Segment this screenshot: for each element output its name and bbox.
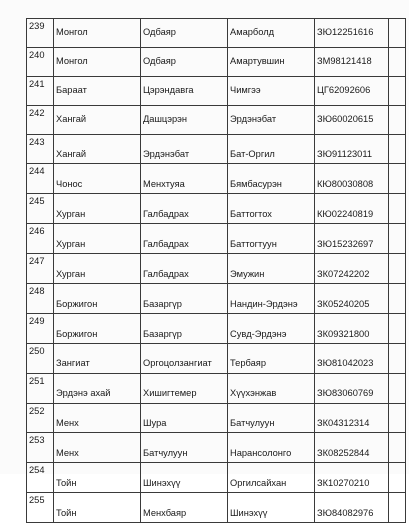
registry-table bbox=[26, 18, 406, 523]
empty-cell bbox=[389, 284, 406, 314]
row-number: 244 bbox=[27, 164, 54, 194]
table-row bbox=[27, 313, 406, 343]
row-number: 247 bbox=[27, 254, 54, 284]
given-name-cell: Батчулуун bbox=[228, 403, 315, 433]
given-name-cell: Чимгээ bbox=[228, 76, 315, 105]
table-row bbox=[27, 194, 406, 224]
row-number: 245 bbox=[27, 194, 54, 224]
row-number: 253 bbox=[27, 433, 54, 463]
row-number: 250 bbox=[27, 343, 54, 373]
table-row bbox=[27, 19, 406, 48]
clan-name-cell: Хангай bbox=[54, 134, 141, 164]
registration-number-cell: ЗЮ81042023 bbox=[315, 343, 389, 373]
parent-name-cell: Одбаяр bbox=[141, 47, 228, 76]
parent-name-cell: Менхбаяр bbox=[141, 493, 228, 523]
given-name-cell: Эрдэнэбат bbox=[228, 105, 315, 134]
given-name-cell: Бямбасурэн bbox=[228, 164, 315, 194]
parent-name-cell: Одбаяр bbox=[141, 19, 228, 48]
clan-name-cell: Боржигон bbox=[54, 313, 141, 343]
registration-number-cell: ЗЮ83060769 bbox=[315, 373, 389, 403]
row-number: 254 bbox=[27, 463, 54, 493]
parent-name-cell: Базаргүр bbox=[141, 313, 228, 343]
empty-cell bbox=[389, 47, 406, 76]
clan-name-cell: Хурган bbox=[54, 194, 141, 224]
clan-name-cell: Менх bbox=[54, 433, 141, 463]
given-name-cell: Амарболд bbox=[228, 19, 315, 48]
parent-name-cell: Хишигтемер bbox=[141, 373, 228, 403]
given-name-cell: Сувд-Эрдэнэ bbox=[228, 313, 315, 343]
clan-name-cell: Эрдэнэ ахай bbox=[54, 373, 141, 403]
table-row bbox=[27, 463, 406, 493]
given-name-cell: Бат-Оргил bbox=[228, 134, 315, 164]
registration-number-cell: ЗЮ84082976 bbox=[315, 493, 389, 523]
registration-number-cell: КЮ02240819 bbox=[315, 194, 389, 224]
table-row bbox=[27, 433, 406, 463]
parent-name-cell: Галбадрах bbox=[141, 194, 228, 224]
empty-cell bbox=[389, 433, 406, 463]
table-row bbox=[27, 134, 406, 164]
clan-name-cell: Монгол bbox=[54, 47, 141, 76]
clan-name-cell: Зангиат bbox=[54, 343, 141, 373]
table-row bbox=[27, 76, 406, 105]
empty-cell bbox=[389, 76, 406, 105]
row-number: 246 bbox=[27, 224, 54, 254]
parent-name-cell: Менхтуяа bbox=[141, 164, 228, 194]
clan-name-cell: Боржигон bbox=[54, 284, 141, 314]
parent-name-cell: Дашцэрэн bbox=[141, 105, 228, 134]
registration-number-cell: ЗМ98121418 bbox=[315, 47, 389, 76]
registration-number-cell: ЦГ62092606 bbox=[315, 76, 389, 105]
parent-name-cell: Шура bbox=[141, 403, 228, 433]
row-number: 243 bbox=[27, 134, 54, 164]
registry-table-body bbox=[27, 19, 406, 523]
clan-name-cell: Тойн bbox=[54, 463, 141, 493]
parent-name-cell: Батчулуун bbox=[141, 433, 228, 463]
given-name-cell: Эмужин bbox=[228, 254, 315, 284]
empty-cell bbox=[389, 313, 406, 343]
parent-name-cell: Цэрэндавга bbox=[141, 76, 228, 105]
table-row bbox=[27, 164, 406, 194]
row-number: 255 bbox=[27, 493, 54, 523]
table-row bbox=[27, 224, 406, 254]
clan-name-cell: Чонос bbox=[54, 164, 141, 194]
row-number: 249 bbox=[27, 313, 54, 343]
row-number: 241 bbox=[27, 76, 54, 105]
parent-name-cell: Галбадрах bbox=[141, 224, 228, 254]
registration-number-cell: ЗЮ15232697 bbox=[315, 224, 389, 254]
clan-name-cell: Тойн bbox=[54, 493, 141, 523]
given-name-cell: Нарансолонго bbox=[228, 433, 315, 463]
row-number: 240 bbox=[27, 47, 54, 76]
empty-cell bbox=[389, 493, 406, 523]
registration-number-cell: ЗК08252844 bbox=[315, 433, 389, 463]
clan-name-cell: Менх bbox=[54, 403, 141, 433]
registration-number-cell: ЗК07242202 bbox=[315, 254, 389, 284]
row-number: 239 bbox=[27, 19, 54, 48]
empty-cell bbox=[389, 343, 406, 373]
given-name-cell: Баттогтуун bbox=[228, 224, 315, 254]
row-number: 242 bbox=[27, 105, 54, 134]
table-row bbox=[27, 105, 406, 134]
given-name-cell: Баттогтох bbox=[228, 194, 315, 224]
parent-name-cell: Галбадрах bbox=[141, 254, 228, 284]
registration-number-cell: ЗК04312314 bbox=[315, 403, 389, 433]
registration-number-cell: ЗК09321800 bbox=[315, 313, 389, 343]
clan-name-cell: Хурган bbox=[54, 224, 141, 254]
given-name-cell: Нандин-Эрдэнэ bbox=[228, 284, 315, 314]
empty-cell bbox=[389, 254, 406, 284]
registration-number-cell: ЗЮ60020615 bbox=[315, 105, 389, 134]
row-number: 252 bbox=[27, 403, 54, 433]
row-number: 251 bbox=[27, 373, 54, 403]
empty-cell bbox=[389, 194, 406, 224]
table-row bbox=[27, 254, 406, 284]
clan-name-cell: Монгол bbox=[54, 19, 141, 48]
parent-name-cell: Базаргүр bbox=[141, 284, 228, 314]
empty-cell bbox=[389, 19, 406, 48]
registration-number-cell: ЗК05240205 bbox=[315, 284, 389, 314]
row-number: 248 bbox=[27, 284, 54, 314]
parent-name-cell: Оргоцолзангиат bbox=[141, 343, 228, 373]
clan-name-cell: Хангай bbox=[54, 105, 141, 134]
given-name-cell: Оргилсайхан bbox=[228, 463, 315, 493]
clan-name-cell: Хурган bbox=[54, 254, 141, 284]
empty-cell bbox=[389, 224, 406, 254]
table-row bbox=[27, 493, 406, 523]
table-row bbox=[27, 284, 406, 314]
given-name-cell: Тербаяр bbox=[228, 343, 315, 373]
registration-number-cell: ЗЮ91123011 bbox=[315, 134, 389, 164]
table-row bbox=[27, 47, 406, 76]
clan-name-cell: Бараат bbox=[54, 76, 141, 105]
empty-cell bbox=[389, 373, 406, 403]
parent-name-cell: Эрдэнэбат bbox=[141, 134, 228, 164]
given-name-cell: Хүүхэнжав bbox=[228, 373, 315, 403]
registration-number-cell: ЗК10270210 bbox=[315, 463, 389, 493]
given-name-cell: Амартувшин bbox=[228, 47, 315, 76]
given-name-cell: Шинэхүү bbox=[228, 493, 315, 523]
table-row bbox=[27, 343, 406, 373]
table-row bbox=[27, 403, 406, 433]
empty-cell bbox=[389, 403, 406, 433]
empty-cell bbox=[389, 105, 406, 134]
table-row bbox=[27, 373, 406, 403]
empty-cell bbox=[389, 134, 406, 164]
empty-cell bbox=[389, 463, 406, 493]
registration-number-cell: КЮ80030808 bbox=[315, 164, 389, 194]
parent-name-cell: Шинэхүү bbox=[141, 463, 228, 493]
empty-cell bbox=[389, 164, 406, 194]
registration-number-cell: ЗЮ12251616 bbox=[315, 19, 389, 48]
